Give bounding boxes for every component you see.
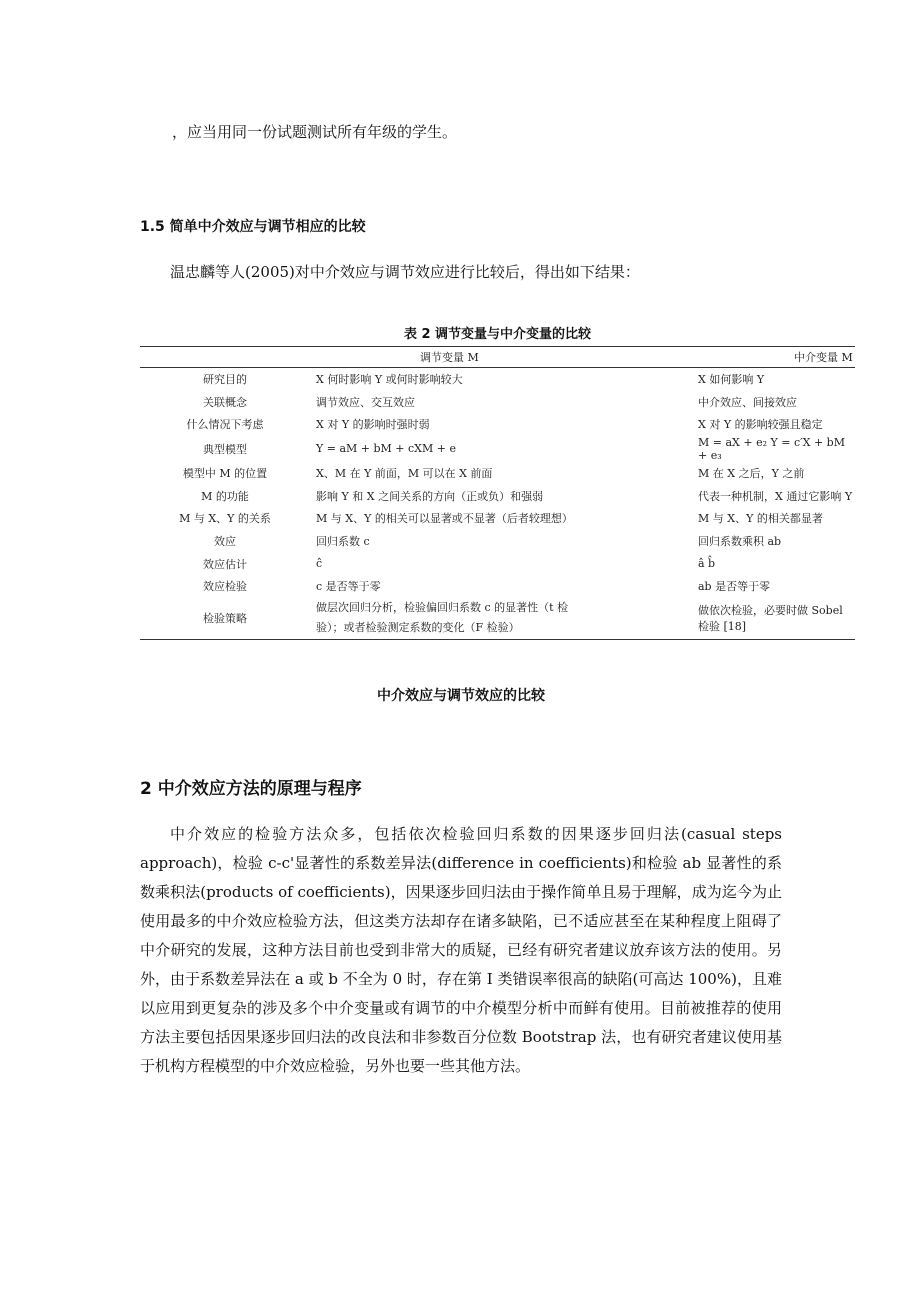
row-mediator: 中介效应、间接效应 xyxy=(698,395,797,409)
row-moderator-line-2: 验）；或者检验测定系数的变化（F 检验） xyxy=(316,621,520,635)
section-2-heading: 2 中介效应方法的原理与程序 xyxy=(140,779,362,799)
row-moderator: X、M 在 Y 前面，M 可以在 X 前面 xyxy=(316,466,493,480)
row-moderator: M 与 X、Y 的相关可以显著或不显著（后者较理想） xyxy=(316,512,573,526)
row-moderator xyxy=(310,598,698,640)
table-row xyxy=(140,575,855,598)
row-label: M 与 X、Y 的关系 xyxy=(179,512,271,526)
row-moderator: 调节效应、交互效应 xyxy=(316,395,415,409)
row-label: M 的功能 xyxy=(201,489,249,503)
row-mediator: 做依次检验，必要时做 Sobel 检验 [18] xyxy=(698,604,843,634)
row-mediator: 代表一种机制，X 通过它影响 Y xyxy=(698,489,853,503)
table-row xyxy=(140,368,855,391)
table-caption: 表 2 调节变量与中介变量的比较 xyxy=(403,327,592,342)
comparison-table xyxy=(140,346,855,640)
row-moderator: ĉ xyxy=(316,557,323,571)
section-1-5-paragraph: 温忠麟等人(2005)对中介效应与调节效应进行比较后，得出如下结果： xyxy=(170,263,640,281)
row-mediator: M 与 X、Y 的相关都显著 xyxy=(698,512,823,526)
row-label: 模型中 M 的位置 xyxy=(182,466,268,480)
row-moderator-line-1: 做层次回归分析，检验偏回归系数 c 的显著性（t 检 xyxy=(316,601,569,615)
header-cell-moderator: 调节变量 M xyxy=(310,347,698,368)
row-label: 什么情况下考虑 xyxy=(186,418,264,432)
row-mediator: M 在 X 之后，Y 之前 xyxy=(698,466,805,480)
row-label: 典型模型 xyxy=(203,442,247,456)
section-2-paragraph: 中介效应的检验方法众多，包括依次检验回归系数的因果逐步回归法(casual steps approach)，检验 c-c'显著性的系数差异法(difference in coefficients)和检验 ab 显著性的系数乘积法(products of coefficients)，因果逐步回归法由于操作简单且易于理解，成为迄今为止使用最多的中介效应检验方法，但这类方法却存在诸多缺陷，已不适应甚至在某种程度上阻碍了中介研究的发展，这种方法目前也受到非常大的质疑，已经有研究者建议放弃该方法的使用。另外，由于系数差异法在 a 或 b 不全为 0 时，存在第 I 类错误率很高的缺陷(可高达 100%)，且难以应用到更复杂的涉及多个中介变量或有调节的中介模型分析中而鲜有使用。目前被推荐的使用方法主要包括因果逐步回归法的改良法和非参数百分位数 Bootstrap 法，也有研究者建议使用基于机构方程模型的中介效应检验，另外也要一些其他方法。 xyxy=(140,825,782,1075)
row-mediator: M = aX + e₂ Y = c′X + bM + e₃ xyxy=(698,435,845,462)
section-1-5-heading: 1.5 简单中介效应与调节相应的比较 xyxy=(140,219,366,235)
row-mediator: 回归系数乘积 ab xyxy=(698,534,782,548)
row-moderator: X 何时影响 Y 或何时影响较大 xyxy=(316,373,463,387)
table-row xyxy=(140,552,855,575)
row-label: 效应检验 xyxy=(203,580,247,594)
row-moderator: X 对 Y 的影响时强时弱 xyxy=(316,418,430,432)
header-cell-mediator: 中介变量 M xyxy=(698,347,855,368)
row-label: 关联概念 xyxy=(203,395,247,409)
table-bottom-caption: 中介效应与调节效应的比较 xyxy=(377,688,545,704)
row-label: 效应估计 xyxy=(203,557,247,571)
table-row xyxy=(140,390,855,413)
table-row xyxy=(140,484,855,507)
header-cell-label xyxy=(140,347,310,368)
row-label: 研究目的 xyxy=(203,373,247,387)
table-row xyxy=(140,436,855,462)
table-row xyxy=(140,413,855,436)
table-row xyxy=(140,507,855,530)
row-label: 效应 xyxy=(214,534,236,548)
row-moderator: 影响 Y 和 X 之间关系的方向（正或负）和强弱 xyxy=(316,489,544,503)
table-header-row xyxy=(140,347,855,368)
table-row xyxy=(140,530,855,553)
row-mediator: â b̂ xyxy=(698,557,716,571)
row-moderator: c 是否等于零 xyxy=(316,580,381,594)
intro-line: ，应当用同一份试题测试所有年级的学生。 xyxy=(172,123,458,141)
row-moderator: Y = aM + bM + cXM + e xyxy=(316,442,456,456)
row-label: 检验策略 xyxy=(203,612,247,626)
row-mediator: X 如何影响 Y xyxy=(698,373,765,387)
table-row xyxy=(140,598,855,640)
row-mediator: X 对 Y 的影响较强且稳定 xyxy=(698,418,823,432)
row-mediator: ab 是否等于零 xyxy=(698,580,771,594)
row-moderator: 回归系数 c xyxy=(316,534,370,548)
table-row xyxy=(140,462,855,485)
